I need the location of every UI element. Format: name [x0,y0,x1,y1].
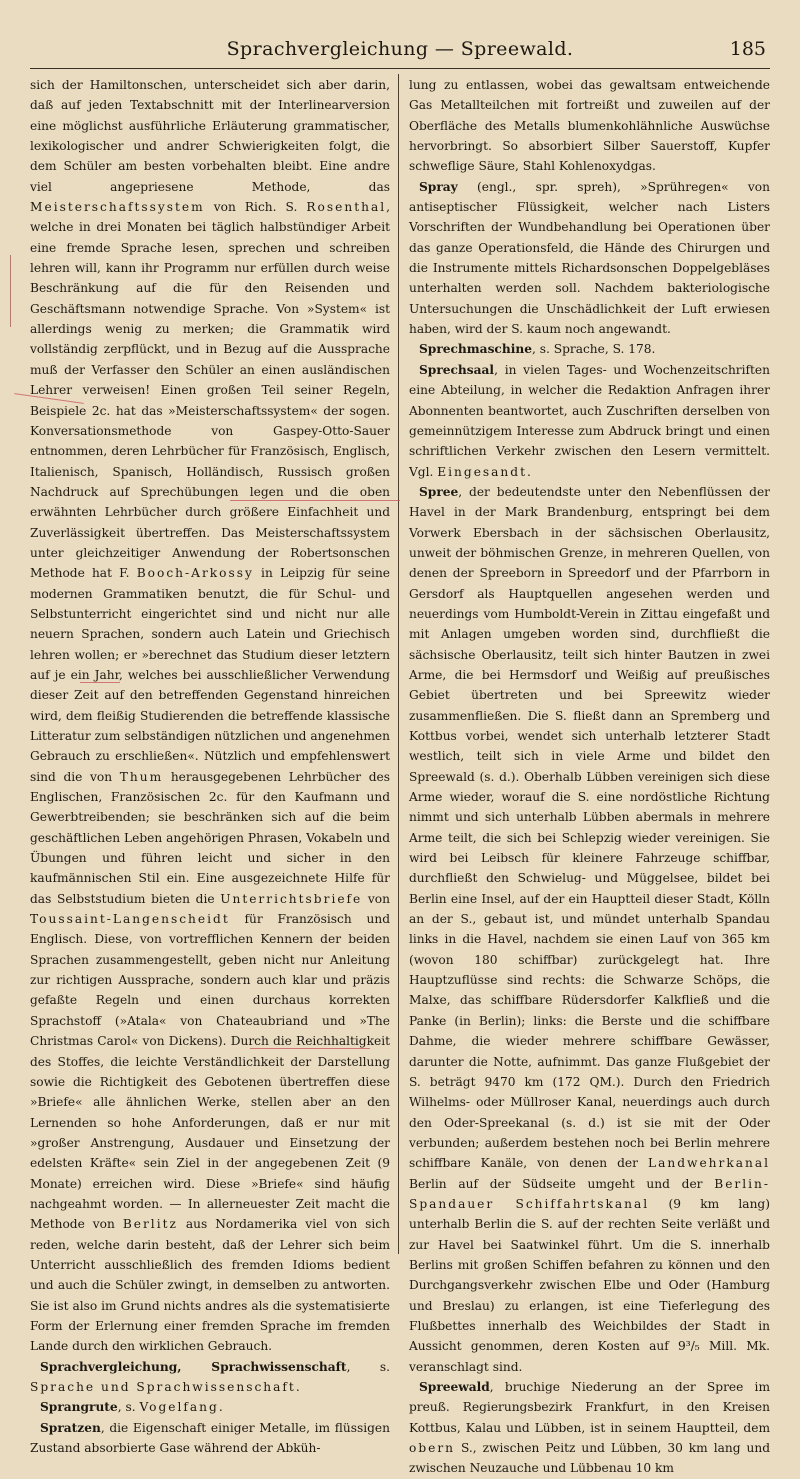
page-header [30,38,770,64]
running-title: Sprachvergleichung — Spreewald. [226,38,574,60]
entry-text: sich der Hamiltonschen, unterscheidet sich aber darin, daß auf jeden Textabschnitt mit der Interlinearversion eine möglichst ausführliche Erläuterung grammatischer, lexikologischer und andrer Schwierigkeiten folgt, die dem Schüler am besten vorbehalten bleibt. Eine andre viel angepriesene Methode, das [30,78,390,194]
entry-text: , die Eigenschaft einiger Metalle, im flüssigen Zustand absorbierte Gase während der Abküh- [30,1420,390,1456]
entry-headword: Sprangrute [40,1400,118,1415]
dictionary-entry [409,339,770,359]
continued-paragraph [30,75,390,1357]
left-column [30,75,390,1458]
entry-headword: Spray [419,179,458,194]
spaced-term: Toussaint-Langenscheidt [30,912,230,927]
continued-paragraph [409,75,770,177]
entry-headword: Sprechsaal [419,362,495,377]
entry-text: , s. [117,1400,140,1415]
entry-text: S., zwischen Peitz und Lübben, 30 km lang und zwischen Neuzauche und Lübbenau 10 km [409,1441,770,1476]
entry-text: (engl., spr. spreh), »Sprühregen« von antiseptischer Flüssigkeit, welcher nach Listers Vorschriften der Wundbehandlung bei Operationen über das ganze Operationsfeld, die Hände des Chirurgen und die Instrumente mittels Richardsonschen Doppelgebläses unterhalten werden soll. Nachdem bakteriologische Untersuchungen die Unschädlichkeit der Luft erwiesen haben, wird der S. kaum noch angewandt. [409,179,770,337]
spaced-term: Landwehrkanal [648,1156,770,1171]
column-divider [398,74,399,1254]
spaced-term: Vogelfang [139,1400,219,1415]
entry-text: von [362,891,390,906]
dictionary-entry [409,177,770,340]
spaced-term: Eingesandt [437,464,527,479]
pencil-underline [250,1048,370,1049]
entry-text: , welche in drei Monaten bei täglich halbstündiger Arbeit eine fremde Sprache lesen, sprechen und schreiben lehren will, kann ihr Programm nur erfüllen durch weise Beschränkung auf die für den Reisenden und Geschäftsmann notwendige Sprache. Von »System« ist allerdings wenig zu merken; die Grammatik wird vollständig zerpflückt, und in Bezug auf die Aussprache muß der Verfasser den Schüler an einen ausländischen Lehrer verweisen! Einen großen Teil seiner Regeln, Beispiele 2c. hat das »Meisterschaftssystem« der sogen. Konversationsmethode von Gaspey-Otto-Sauer entnommen, deren Lehrbücher für Französisch, Englisch, Italienisch, Spanisch, Holländisch, Russisch großen Nachdruck auf Sprechübungen legen und die oben erwähnten Lehrbücher durch größere Einfachheit und Zuverlässigkeit übertreffen. Das Meisterschaftssystem unter gleichzeitiger Anwendung der Robertsonschen Methode hat F. [30,200,390,581]
spaced-term: Sprache und Sprachwissenschaft [30,1380,296,1394]
spaced-term: Berlin-Spandauer Schiffahrtskanal [409,1176,770,1211]
pencil-underline [80,682,120,683]
entry-headword: Spreewald [419,1380,490,1394]
right-column [409,75,770,1479]
entry-text: . [295,1380,300,1394]
entry-text: , s. Sprache, S. 178. [531,342,656,357]
entry-text: , der bedeutendste unter den Nebenflüssen der Havel in der Mark Brandenburg, entspringt bei dem Vorwerk Ebersbach in der sächsischen Oberlausitz, unweit der böhmischen Grenze, in mehreren Quellen, von denen der Spreeborn in Spreedorf und der Pfarrborn in Gersdorf als Hauptquellen angesehen werden und neuerdings vom Humboldt-Verein in Zittau eingefaßt und mit Anlagen umgeben worden sind, durchfließt die sächsische Oberlausitz, teilt sich hinter Bautzen in zwei Arme, die bei Hermsdorf und Weißig auf preußisches Gebiet übertreten und bei Spreewitz wieder zusammenfließen. Die S. fließt dann an Spremberg und Kottbus vorbei, wendet sich unterhalb letzterer Stadt westlich, teilt sich in viele Arme und bildet den Spreewald (s. d.). Oberhalb Lübben vereinigen sich diese Arme wieder, worauf die S. eine nordöstliche Richtung nimmt und sich unterhalb Lübben abermals in mehrere Arme teilt, die sich bei Schlepzig wieder vereinigen. Sie wird bei Leibsch für kleinere Fahrzeuge schiffbar, durchfließt den Schwielug- und Müggelsee, bildet bei Berlin eine Insel, auf der ein Hauptteil dieser Stadt, Kölln an der S., gebaut ist, und mündet unterhalb Spandau links in die Havel, nachdem sie einen Lauf von 365 km (wovon 180 schiffbar) zurückgelegt hat. Ihre Hauptzuflüsse sind rechts: die Schwarze Schöps, die Malxe, das schiffbare Rüdersdorfer Kalkfließ und die Panke (in Berlin); links: die Berste und die schiffbare Dahme, die wieder mehrere schiffbare Gewässer, darunter die Notte, aufnimmt. Das ganze Flußgebiet der S. beträgt 9470 km (172 QM.). Durch den Friedrich Wilhelms- oder Müllroser Kanal, neuerdings auch durch den Oder-Spreekanal (s. d.) ist sie mit der Oder verbunden; außerdem bestehen noch bei Berlin mehrere schiffbare Kanäle, von denen der [409,484,770,1171]
dictionary-entry [30,1418,390,1459]
entry-text: , s. [346,1359,390,1374]
dictionary-entry [409,360,770,482]
entry-text: von Rich. S. [204,200,307,215]
entry-text: lung zu entlassen, wobei das gewaltsam entweichende Gas Metallteilchen mit fortreißt und zuweilen auf der Oberfläche des Metalls blumenkohlähnliche Auswüchse hervorbringt. So absorbiert Silber Sauerstoff, Kupfer schweflige Säure, Stahl Kohlenoxydgas. [409,78,770,174]
header-rule [30,68,770,69]
entry-text: . [218,1400,223,1415]
spaced-term: Rosenthal [306,200,387,215]
spaced-term: obern [409,1441,456,1456]
entry-text: herausgegebenen Lehrbücher des Englischen, Französischen 2c. für den Kaufmann und Gewerbtreibenden; sie beschränken sich auf die beim geschäftlichen Leben angehörigen Phrasen, Vokabeln und Übungen und führen leicht und sicher in den kaufmännischen Stil ein. Eine ausgezeichnete Hilfe für das Selbststudium bieten die [30,769,390,906]
entry-text: aus Nordamerika viel von sich reden, welche darin besteht, daß der Lehrer sich beim Unterricht ausschließlich des fremden Idioms bedient und auch die Schüler zwingt, in demselben zu antworten. Sie ist also im Grund nichts andres als die systematisierte Form der Erlernung einer fremden Sprache im fremden Lande durch den wirklichen Gebrauch. [30,1217,390,1354]
pencil-underline [230,500,400,501]
entry-text: . [526,464,531,479]
page-number: 185 [729,38,766,60]
spaced-term: Unterrichtsbriefe [220,891,363,906]
dictionary-entry [409,1377,770,1479]
entry-text: , bruchige Niederung an der Spree im preuß. Regierungsbezirk Frankfurt, in den Kreisen Kottbus, Kalau und Lübben, ist in seinem Hauptteil, dem [409,1380,770,1435]
dictionary-entry [30,1397,390,1417]
entry-headword: Sprechmaschine [419,342,532,357]
spaced-term: Meisterschaftssystem [30,200,205,215]
dictionary-entry [30,1357,390,1398]
entry-text: Berlin auf der Südseite umgeht und der [409,1176,715,1191]
spaced-term: Thum [119,769,164,784]
entry-text: in Leipzig für seine modernen Grammatiken benutzt, die für Schul- und Selbstunterricht eingerichtet sind und nicht nur alle neuern Sprachen, sondern auch Latein und Griechisch lehren wollen; er »berechnet das Studium dieser letztern auf je ein Jahr, welches bei ausschließlicher Verwendung dieser Zeit auf den betreffenden Gegenstand hinreichen wird, dem fleißig Studierenden die betreffende klassische Litteratur zum selbständigen nützlichen und angenehmen Gebrauch zu erschließen«. Nützlich und empfehlenswert sind die von [30,566,391,784]
dictionary-entry [409,482,770,1377]
entry-text: für Französisch und Englisch. Diese, von vortrefflichen Kennern der beiden Sprachen zusammengestellt, geben nicht nur Anleitung zur richtigen Aussprache, sondern auch klar und präzis gefaßte Regeln und einen durchaus korrekten Sprachstoff (»Atala« von Chateaubriand und »The Christmas Carol« von Dickens). Durch die Reichhaltigkeit des Stoffes, die leichte Verständlichkeit der Darstellung sowie die Richtigkeit des Gebotenen übertreffen diese »Briefe« alle ähnlichen Werke, stellen aber an den Lernenden so hohe Anforderungen, daß er nur mit »großer Anstrengung, Ausdauer und Einsetzung der edelsten Kräfte« sein Ziel in der angegebenen Zeit (9 Monate) erreichen wird. Diese »Briefe« sind häufig nachgeahmt worden. — In allerneuester Zeit macht die Methode von [30,912,390,1232]
entry-text: (9 km lang) unterhalb Berlin die S. auf der rechten Seite verläßt und zur Havel bei Saatwinkel führt. Um die S. innerhalb Berlins mit großen Schiffen befahren zu können und den Durchgangsverkehr zwischen Elbe und Oder (Hamburg und Breslau) zu erlangen, ist eine Tieferlegung des Flußbettes innerhalb des Weichbildes der Stadt in Aussicht genommen, deren Kosten auf 9³/₅ Mill. Mk. veranschlagt sind. [409,1196,770,1374]
entry-headword: Sprachvergleichung, Sprachwissenschaft [40,1359,347,1374]
spaced-term: Berlitz [122,1217,178,1232]
entry-text: , in vielen Tages- und Wochenzeitschriften eine Abteilung, in welcher die Redaktion Anfragen ihrer Abonnenten beantwortet, auch Zuschriften derselben von gemeinnützigem Interesse zum Abdruck bringt und einen schriftlichen Verkehr zwischen den Lesern vermittelt. Vgl. [409,362,770,479]
spaced-term: Booch-Arkossy [136,566,254,581]
margin-pencil-mark [10,255,11,327]
entry-headword: Spratzen [40,1420,101,1435]
entry-headword: Spree [419,484,459,499]
